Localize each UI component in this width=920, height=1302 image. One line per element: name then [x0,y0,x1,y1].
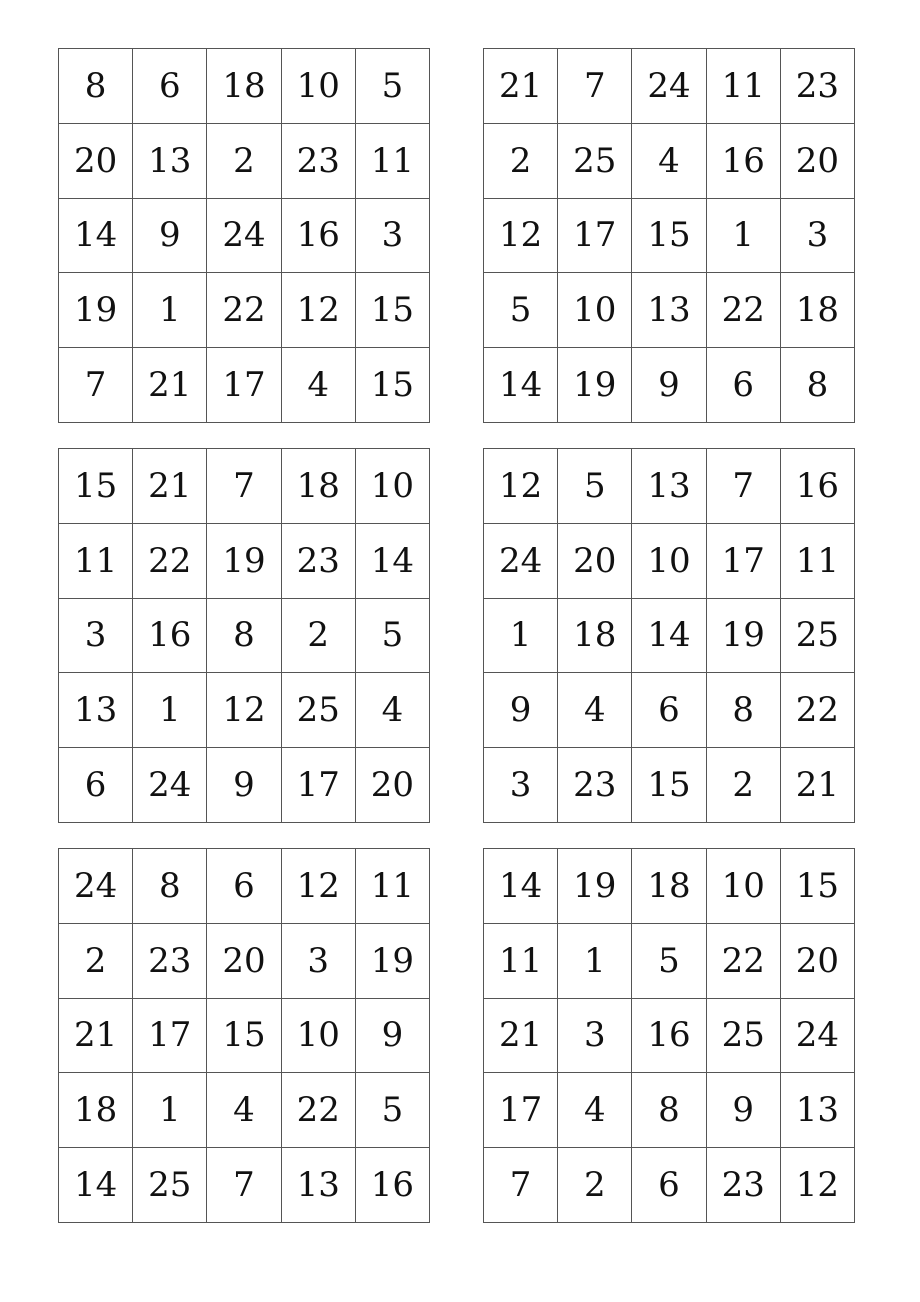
grid-cell: 15 [632,748,706,823]
grid-cell: 16 [707,124,781,199]
grid-cell: 13 [632,449,706,524]
grid-cell: 8 [59,49,133,124]
grid-cell: 24 [207,199,281,274]
grid-cell: 23 [707,1148,781,1223]
grid-cell: 16 [356,1148,430,1223]
grid-cell: 4 [282,348,356,423]
grid-cell: 15 [356,348,430,423]
grid-cell: 5 [632,924,706,999]
grid-cell: 9 [356,999,430,1074]
grid-cell: 21 [133,449,207,524]
grid-cell: 22 [282,1073,356,1148]
grid-cell: 3 [282,924,356,999]
grid-cell: 13 [59,673,133,748]
grid-cell: 13 [781,1073,855,1148]
grid-cell: 6 [207,849,281,924]
grid-cell: 18 [282,449,356,524]
grid-cell: 3 [59,599,133,674]
grid-cell: 7 [59,348,133,423]
grid-cell: 25 [781,599,855,674]
grid-cell: 18 [632,849,706,924]
grid-cell: 14 [59,1148,133,1223]
grid-cell: 2 [484,124,558,199]
grid-cell: 16 [282,199,356,274]
grid-cell: 5 [356,599,430,674]
number-grid-3 [58,448,430,823]
grid-cell: 6 [632,1148,706,1223]
grid-cell: 25 [707,999,781,1074]
grid-cell: 3 [558,999,632,1074]
grid-cell: 4 [558,1073,632,1148]
grid-cell: 2 [558,1148,632,1223]
grid-cell: 3 [484,748,558,823]
grid-cell: 14 [484,348,558,423]
grid-cell: 17 [558,199,632,274]
grid-cell: 23 [781,49,855,124]
grid-cell: 24 [133,748,207,823]
grid-cell: 15 [781,849,855,924]
grid-cell: 12 [484,199,558,274]
grid-cell: 10 [282,999,356,1074]
grid-cell: 22 [207,273,281,348]
grid-cell: 12 [781,1148,855,1223]
grid-cell: 19 [558,849,632,924]
grid-cell: 12 [484,449,558,524]
grid-cell: 16 [781,449,855,524]
grid-cell: 23 [558,748,632,823]
grid-cell: 16 [632,999,706,1074]
grid-cell: 21 [133,348,207,423]
grid-cell: 5 [558,449,632,524]
grid-cell: 1 [133,273,207,348]
grid-cell: 8 [707,673,781,748]
grid-cell: 9 [632,348,706,423]
grid-cell: 11 [59,524,133,599]
grid-cell: 19 [356,924,430,999]
grid-cell: 20 [558,524,632,599]
grid-cell: 3 [356,199,430,274]
grid-cell: 7 [484,1148,558,1223]
grid-cell: 15 [207,999,281,1074]
grid-cell: 23 [133,924,207,999]
grid-cell: 20 [356,748,430,823]
grid-cell: 18 [781,273,855,348]
grid-cell: 17 [133,999,207,1074]
grid-cell: 18 [558,599,632,674]
grid-cell: 25 [558,124,632,199]
grid-cell: 12 [207,673,281,748]
grid-cell: 3 [781,199,855,274]
grid-cell: 1 [558,924,632,999]
grid-cell: 8 [207,599,281,674]
grid-cell: 18 [207,49,281,124]
grid-cell: 23 [282,524,356,599]
grid-cell: 15 [59,449,133,524]
grid-cell: 24 [632,49,706,124]
grid-cell: 15 [632,199,706,274]
grid-cell: 11 [356,124,430,199]
grid-cell: 23 [282,124,356,199]
grid-cell: 8 [632,1073,706,1148]
grid-cell: 7 [707,449,781,524]
grid-cell: 22 [781,673,855,748]
grid-cell: 19 [207,524,281,599]
grid-cell: 21 [781,748,855,823]
grid-cell: 7 [207,449,281,524]
grid-cell: 4 [632,124,706,199]
grid-cell: 25 [133,1148,207,1223]
grid-cell: 2 [282,599,356,674]
grid-cell: 9 [707,1073,781,1148]
number-grid-2 [483,48,855,423]
grid-cell: 5 [356,49,430,124]
grid-cell: 16 [133,599,207,674]
grid-cell: 17 [207,348,281,423]
grid-cell: 10 [282,49,356,124]
grid-cell: 1 [707,199,781,274]
grid-cell: 18 [59,1073,133,1148]
grid-cell: 19 [558,348,632,423]
grid-cell: 14 [59,199,133,274]
grid-cell: 11 [707,49,781,124]
grid-cell: 4 [356,673,430,748]
grid-cell: 5 [484,273,558,348]
number-grid-6 [483,848,855,1223]
grid-cell: 12 [282,273,356,348]
grid-cell: 14 [356,524,430,599]
grid-cell: 20 [207,924,281,999]
grid-cell: 24 [781,999,855,1074]
grid-cell: 24 [484,524,558,599]
grid-cell: 10 [707,849,781,924]
grid-cell: 1 [133,1073,207,1148]
grid-cell: 6 [133,49,207,124]
grid-cell: 1 [484,599,558,674]
grid-cell: 9 [207,748,281,823]
grid-cell: 13 [282,1148,356,1223]
grid-cell: 8 [133,849,207,924]
grid-cell: 2 [207,124,281,199]
grid-cell: 19 [707,599,781,674]
grid-cell: 4 [207,1073,281,1148]
grid-cell: 9 [484,673,558,748]
grid-cell: 6 [707,348,781,423]
grid-cell: 2 [707,748,781,823]
grid-cell: 21 [484,49,558,124]
grid-cell: 9 [133,199,207,274]
grid-cell: 7 [558,49,632,124]
grid-cell: 17 [707,524,781,599]
grid-cell: 20 [781,124,855,199]
grid-cell: 7 [207,1148,281,1223]
grid-cell: 17 [282,748,356,823]
grid-cell: 10 [632,524,706,599]
number-grid-5 [58,848,430,1223]
grid-cell: 10 [356,449,430,524]
grid-cell: 10 [558,273,632,348]
grid-cell: 6 [632,673,706,748]
grid-cell: 4 [558,673,632,748]
grid-cell: 21 [484,999,558,1074]
grid-cell: 20 [781,924,855,999]
grid-cell: 11 [356,849,430,924]
grid-cell: 14 [484,849,558,924]
number-grid-1 [58,48,430,423]
grid-cell: 21 [59,999,133,1074]
grid-cell: 22 [133,524,207,599]
grid-cell: 20 [59,124,133,199]
grid-cell: 14 [632,599,706,674]
grid-cell: 1 [133,673,207,748]
grid-cell: 13 [632,273,706,348]
number-grid-4 [483,448,855,823]
grid-cell: 11 [781,524,855,599]
grid-cell: 17 [484,1073,558,1148]
grid-cell: 24 [59,849,133,924]
grid-cell: 13 [133,124,207,199]
grid-cell: 19 [59,273,133,348]
grid-cell: 8 [781,348,855,423]
grid-cell: 22 [707,273,781,348]
grid-cell: 5 [356,1073,430,1148]
grid-cell: 6 [59,748,133,823]
grid-cell: 15 [356,273,430,348]
grid-cell: 22 [707,924,781,999]
grid-cell: 2 [59,924,133,999]
grid-cell: 25 [282,673,356,748]
grid-cell: 11 [484,924,558,999]
grid-cell: 12 [282,849,356,924]
